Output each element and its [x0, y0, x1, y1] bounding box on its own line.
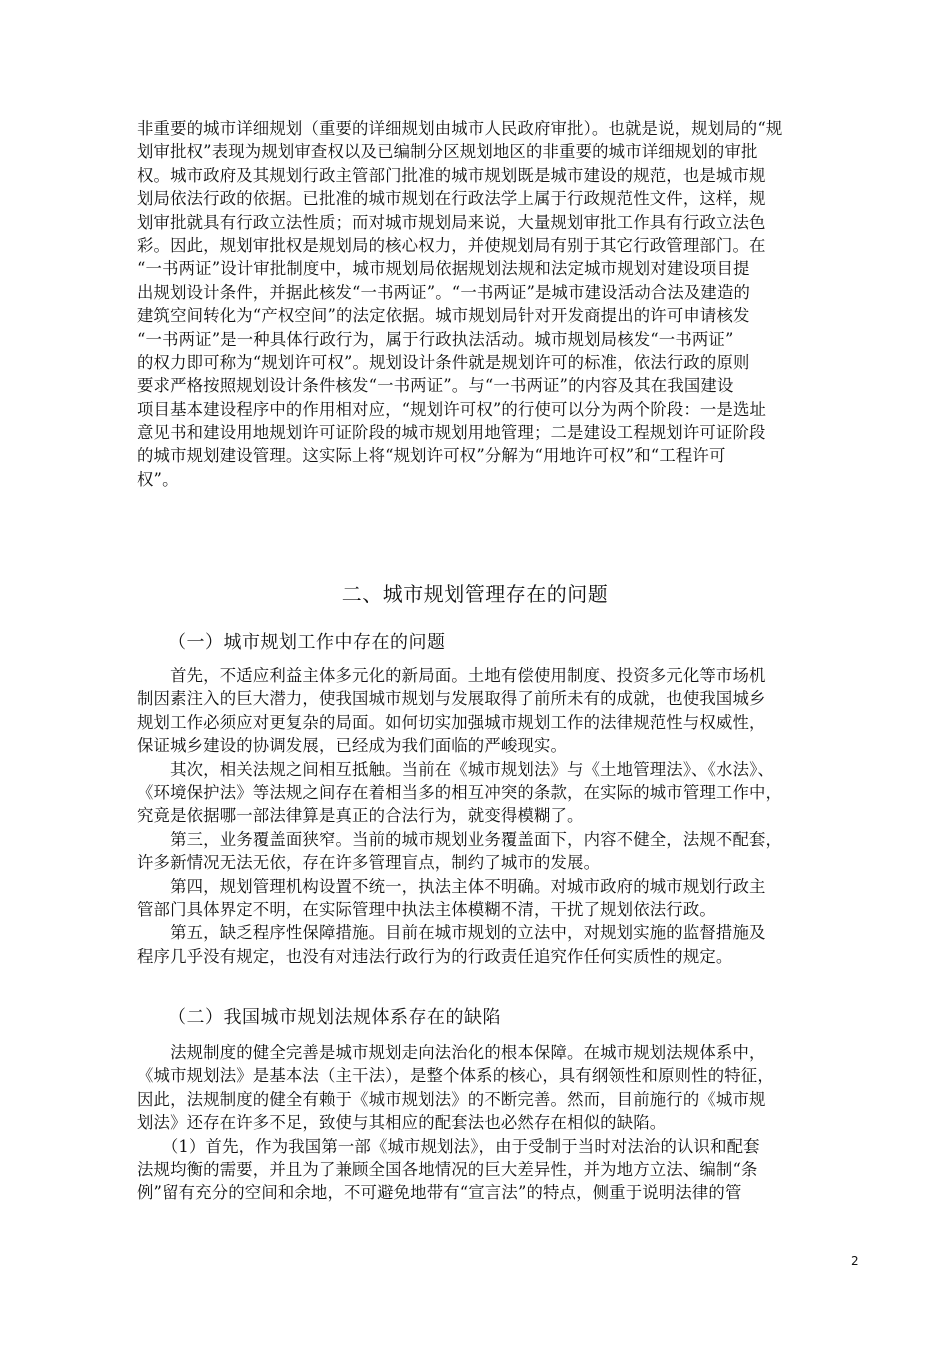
text-line: 保证城乡建设的协调发展，已经成为我们面临的严峻现实。: [137, 736, 568, 756]
text-line: 项目基本建设程序中的作用相对应，“规划许可权”的行使可以分为两个阶段：一是选址: [137, 399, 767, 419]
subsection-2-body: [137, 1041, 859, 1205]
text-line: 第三，业务覆盖面狭窄。当前的城市规划业务覆盖面下，内容不健全，法规不配套，: [137, 829, 783, 849]
section-title: 二、城市规划管理存在的问题: [341, 582, 609, 606]
text-line: 划审批权”表现为规划审查权以及已编制分区规划地区的非重要的城市详细规划的审批: [137, 142, 758, 162]
text-line: 划法》还存在许多不足，致使与其相应的配套法也必然存在相似的缺陷。: [137, 1113, 667, 1133]
text-line: 制因素注入的巨大潜力，使我国城市规划与发展取得了前所未有的成就，也使我国城乡: [137, 689, 766, 709]
text-line: “一书两证”设计审批制度中，城市规划局依据规划法规和法定城市规划对建设项目提: [137, 259, 750, 279]
text-line: 权。城市政府及其规划行政主管部门批准的城市规划既是城市建设的规范，也是城市规: [137, 165, 766, 185]
text-line: 权”。: [137, 469, 179, 489]
text-line: 管部门具体界定不明，在实际管理中执法主体模糊不清，干扰了规划依法行政。: [137, 899, 716, 919]
text-line: 因此，法规制度的健全有赖于《城市规划法》的不断完善。然而，目前施行的《城市规: [137, 1089, 766, 1109]
text-line: 划审批就具有行政立法性质；而对城市规划局来说，大量规划审批工作具有行政立法色: [137, 212, 766, 232]
text-line: 法规制度的健全完善是城市规划走向法治化的根本保障。在城市规划法规体系中，: [137, 1043, 766, 1062]
text-line: 例”留有充分的空间和余地，不可避免地带有“宣言法”的特点，侧重于说明法律的管: [137, 1183, 742, 1203]
text-line: 出规划设计条件，并据此核发“一书两证”。“一书两证”是城市建设活动合法及建造的: [137, 282, 751, 302]
text-line: 程序几乎没有规定，也没有对违法行政行为的行政责任追究作任何实质性的规定。: [137, 946, 733, 966]
text-line: 法规均衡的需要，并且为了兼顾全国各地情况的巨大差异性，并为地方立法、编制“条: [137, 1159, 758, 1179]
subsection-title-1: （一）城市规划工作中存在的问题: [168, 632, 446, 653]
text-line: 非重要的城市详细规划（重要的详细规划由城市人民政府审批）。也就是说，规划局的“规: [137, 119, 783, 138]
text-line: 建筑空间转化为“产权空间”的法定依据。城市规划局针对开发商提出的许可申请核发: [137, 306, 750, 326]
text-line: 其次，相关法规之间相互抵触。当前在《城市规划法》与《土地管理法》、《水法》、: [137, 759, 775, 779]
text-line: 划局依法行政的依据。已批准的城市规划在行政法学上属于行政规范性文件，这样，规: [137, 189, 766, 209]
text-line: 意见书和建设用地规划许可证阶段的城市规划用地管理；二是建设工程规划许可证阶段: [137, 423, 766, 443]
text-line: 《环境保护法》等法规之间存在着相当多的相互冲突的条款，在实际的城市管理工作中，: [137, 782, 783, 802]
continuation-paragraph: [137, 117, 859, 491]
text-line: 要求严格按照规划设计条件核发“一书两证”。与“一书两证”的内容及其在我国建设: [137, 376, 734, 396]
text-line: 彩。因此，规划审批权是规划局的核心权力，并使规划局有别于其它行政管理部门。在: [137, 235, 766, 255]
text-line: 规划工作必须应对更复杂的局面。如何切实加强城市规划工作的法律规范性与权威性，: [137, 712, 766, 732]
text-line: 《城市规划法》是基本法（主干法），是整个体系的核心，具有纲领性和原则性的特征，: [137, 1066, 774, 1086]
text-line: 首先，不适应利益主体多元化的新局面。土地有偿使用制度、投资多元化等市场机: [137, 666, 766, 685]
text-line: 究竟是依据哪一部法律算是真正的合法行为，就变得模糊了。: [137, 806, 584, 826]
text-line: 的权力即可称为“规划许可权”。规划设计条件就是规划许可的标准，依法行政的原则: [137, 352, 750, 372]
text-line: 许多新情况无法无依，存在许多管理盲点，制约了城市的发展。: [137, 853, 601, 873]
text-line: 第五，缺乏程序性保障措施。目前在城市规划的立法中，对规划实施的监督措施及: [137, 923, 766, 943]
text-line: 第四，规划管理机构设置不统一，执法主体不明确。对城市政府的城市规划行政主: [137, 876, 766, 896]
text-line: （1）首先，作为我国第一部《城市规划法》，由于受制于当时对法治的认识和配套: [137, 1136, 760, 1156]
text-line: 的城市规划建设管理。这实际上将“规划许可权”分解为“用地许可权”和“工程许可: [137, 446, 726, 466]
subsection-1-body: [137, 664, 859, 968]
text-line: “一书两证”是一种具体行政行为，属于行政执法活动。城市规划局核发“一书两证”: [137, 329, 734, 349]
subsection-title-2: （二）我国城市规划法规体系存在的缺陷: [168, 1007, 501, 1028]
page-number: 2: [851, 1254, 859, 1268]
